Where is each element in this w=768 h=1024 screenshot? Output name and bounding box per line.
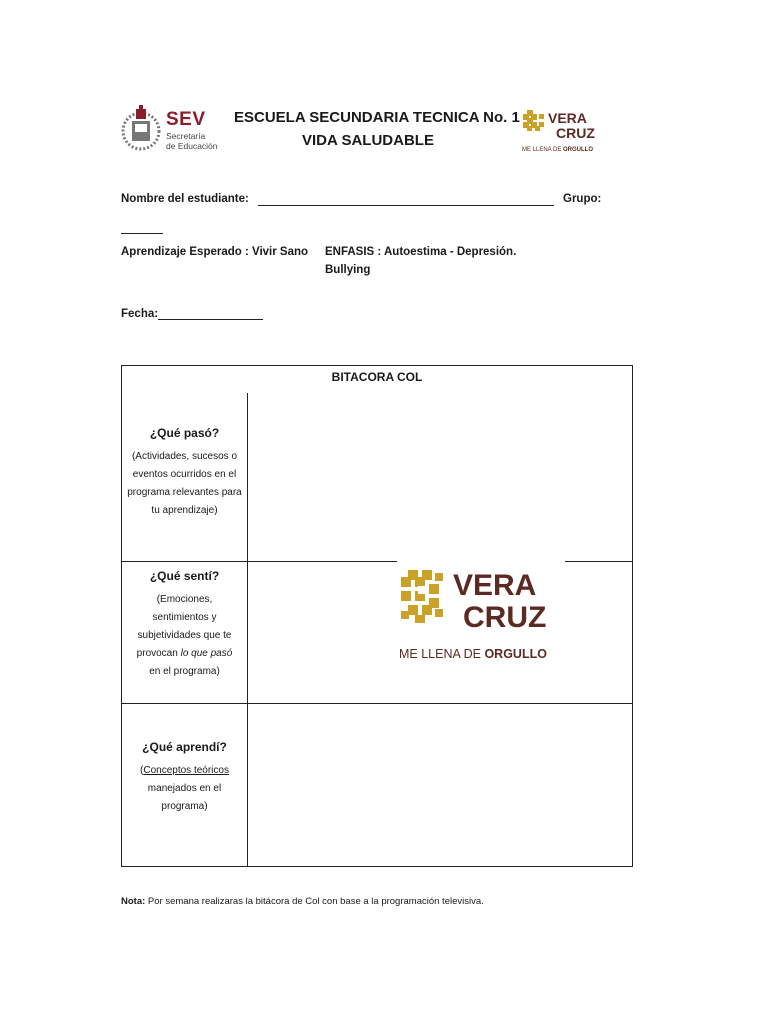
veracruz-knot-icon bbox=[520, 105, 600, 153]
answer-cell-what-learned[interactable] bbox=[248, 704, 632, 866]
answer-cell-what-happened[interactable] bbox=[248, 394, 632, 561]
veracruz-watermark-logo bbox=[395, 563, 565, 663]
question-what-happened: ¿Qué pasó? bbox=[149, 426, 220, 440]
svg-text:VERA: VERA bbox=[453, 569, 537, 602]
emphasis-label: ENFASIS : Autoestima - Depresión. bbox=[325, 246, 517, 258]
emphasis-continuation: Bullying bbox=[325, 264, 371, 276]
row-what-learned bbox=[122, 740, 247, 816]
note-text: Por semana realizaras la bitácora de Col con base a la programación televisiva. bbox=[145, 896, 484, 907]
date-label: Fecha: bbox=[121, 308, 159, 320]
learning-label: Aprendizaje Esperado : Vivir Sano bbox=[121, 246, 309, 258]
footer-note bbox=[121, 896, 484, 907]
question-description: (Conceptos teóricos manejados en el programa) bbox=[140, 765, 229, 812]
question-description: (Emociones, sentimientos y subjetividades que te provocan lo que pasó en el programa) bbox=[136, 594, 233, 677]
date-field[interactable] bbox=[158, 319, 263, 320]
question-what-learned: ¿Qué aprendí? bbox=[142, 740, 227, 754]
veracruz-logo-small bbox=[520, 105, 600, 153]
row-what-happened bbox=[122, 426, 247, 520]
state-emblem-icon bbox=[120, 103, 162, 155]
table-title: BITACORA COL bbox=[331, 370, 423, 384]
sev-subtitle: Secretaría de Educación bbox=[166, 131, 218, 151]
student-name-label: Nombre del estudiante: bbox=[121, 193, 249, 205]
group-field[interactable] bbox=[121, 233, 163, 234]
svg-text:ME LLENA DE ORGULLO: ME LLENA DE ORGULLO bbox=[522, 147, 594, 153]
school-name: ESCUELA SECUNDARIA TECNICA No. 1 bbox=[234, 109, 520, 126]
note-label: Nota: bbox=[121, 896, 146, 907]
svg-text:ME LLENA DE ORGULLO: ME LLENA DE ORGULLO bbox=[399, 647, 547, 661]
student-name-field[interactable] bbox=[258, 205, 554, 206]
question-what-felt: ¿Qué sentí? bbox=[149, 569, 220, 583]
svg-text:VERA: VERA bbox=[548, 110, 587, 126]
question-description: (Actividades, sucesos o eventos ocurridos en el programa relevantes para tu aprendizaje) bbox=[127, 451, 242, 516]
row-what-felt bbox=[122, 569, 247, 681]
svg-text:CRUZ: CRUZ bbox=[463, 601, 547, 634]
group-label: Grupo: bbox=[563, 193, 602, 205]
sev-logo bbox=[120, 103, 220, 155]
veracruz-knot-icon bbox=[395, 563, 565, 663]
subject-title: VIDA SALUDABLE bbox=[302, 132, 434, 149]
sev-abbr: SEV bbox=[166, 109, 206, 130]
svg-text:CRUZ: CRUZ bbox=[556, 125, 595, 141]
